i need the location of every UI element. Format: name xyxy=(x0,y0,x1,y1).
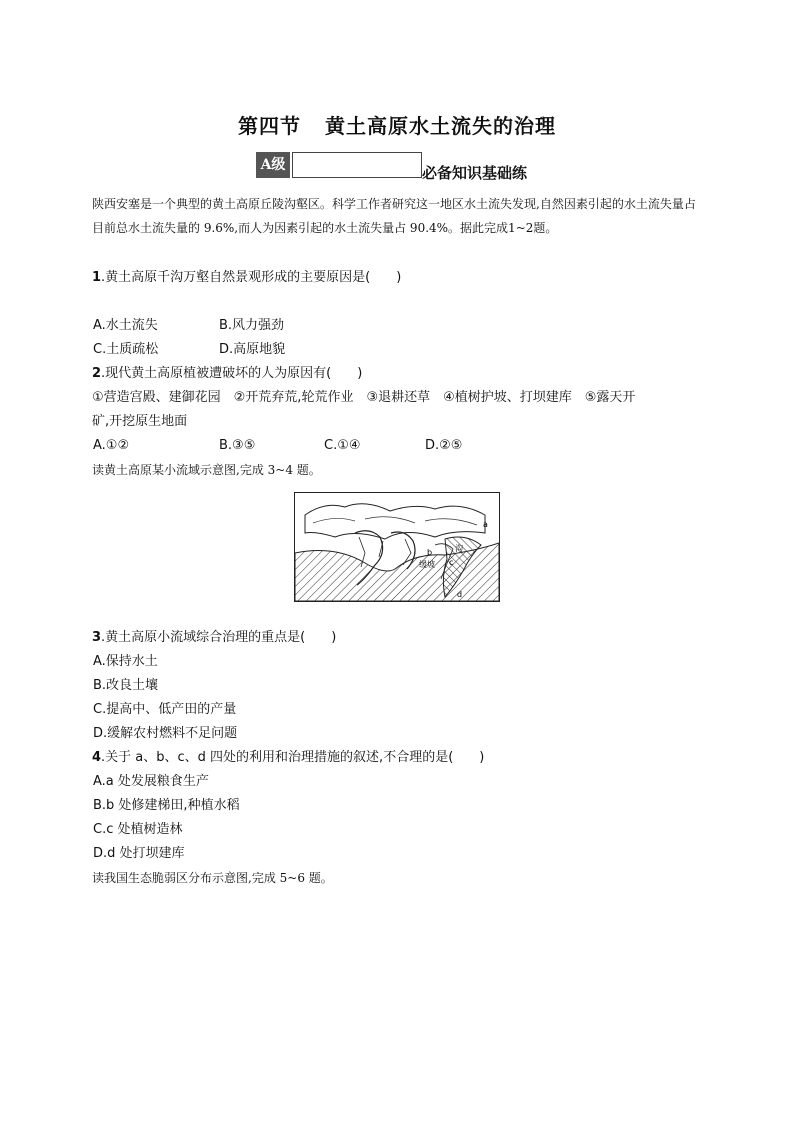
option-d[interactable]: D.缓解农村燃料不足问题 xyxy=(93,726,238,741)
option-b[interactable]: B.③⑤ xyxy=(219,438,256,453)
q2-items-line-1: ①营造宫殿、建御花园 ②开荒弃荒,轮荒作业 ③退耕还草 ④植树护坡、打坝建库 ⑤露天开 xyxy=(92,390,636,405)
option-b[interactable]: B.b 处修建梯田,种植水稻 xyxy=(93,798,240,813)
section-title: 黄土高原水土流失的治理 xyxy=(325,114,556,138)
question-2 xyxy=(92,362,362,386)
question-text: .黄土高原小流域综合治理的重点是( ) xyxy=(101,630,337,645)
label-gully: 沟 xyxy=(455,544,463,553)
q2-items-line-2: 矿,开挖原生地面 xyxy=(92,414,188,429)
question-text: .现代黄土高原植被遭破坏的人为原因有( ) xyxy=(101,366,363,381)
question-text: .关于 a、b、c、d 四处的利用和治理措施的叙述,不合理的是( ) xyxy=(101,750,485,765)
level-badge: A级 xyxy=(256,152,290,178)
question-number: 4 xyxy=(92,750,102,765)
question-1 xyxy=(92,266,401,290)
question-4 xyxy=(92,746,484,770)
q1-options-row-2 xyxy=(93,338,285,362)
q2-options-row xyxy=(93,434,462,458)
option-a[interactable]: A.a 处发展粮食生产 xyxy=(93,774,209,789)
passage-3: 读我国生态脆弱区分布示意图,完成 5~6 题。 xyxy=(92,871,333,885)
option-d[interactable]: D.②⑤ xyxy=(425,438,463,453)
passage-1: 陕西安塞是一个典型的黄土高原丘陵沟壑区。科学工作者研究这一地区水土流失发现,自然因素引起的水土流失量占目前总水土流失量的 9.6%,而人为因素引起的水土流失量占 90.4%。据此完成1~2题。 xyxy=(92,197,696,235)
option-c[interactable]: C.土质疏松 xyxy=(93,342,159,357)
question-number: 3 xyxy=(92,630,102,645)
question-number: 1 xyxy=(92,270,102,285)
section-number: 第四节 xyxy=(238,114,301,138)
label-b: b xyxy=(427,548,433,557)
option-a[interactable]: A.保持水土 xyxy=(93,654,158,669)
q1-options-row-1 xyxy=(93,314,284,338)
label-c: c xyxy=(449,558,454,567)
label-a: a xyxy=(483,520,488,529)
option-c[interactable]: C.①④ xyxy=(324,438,361,453)
option-d[interactable]: D.d 处打坝建库 xyxy=(93,846,185,861)
option-d[interactable]: D.高原地貌 xyxy=(219,342,286,357)
option-b[interactable]: B.改良土壤 xyxy=(93,678,159,693)
option-a[interactable]: A.水土流失 xyxy=(93,318,158,333)
watershed-illustration xyxy=(295,493,499,601)
option-c[interactable]: C.c 处植树造林 xyxy=(93,822,183,837)
option-b[interactable]: B.风力强劲 xyxy=(219,318,285,333)
question-text: .黄土高原千沟万壑自然景观形成的主要原因是( ) xyxy=(101,270,402,285)
label-slope: 缓坡 xyxy=(419,560,435,569)
watershed-figure xyxy=(294,492,500,602)
level-text: 必备知识基础练 xyxy=(422,164,528,182)
passage-2: 读黄土高原某小流域示意图,完成 3~4 题。 xyxy=(92,463,321,477)
question-number: 2 xyxy=(92,366,102,381)
option-c[interactable]: C.提高中、低产田的产量 xyxy=(93,702,237,717)
option-a[interactable]: A.①② xyxy=(93,438,130,453)
level-box xyxy=(292,152,422,178)
label-d: d xyxy=(457,590,463,599)
page-title xyxy=(0,110,794,139)
question-3 xyxy=(92,626,336,650)
